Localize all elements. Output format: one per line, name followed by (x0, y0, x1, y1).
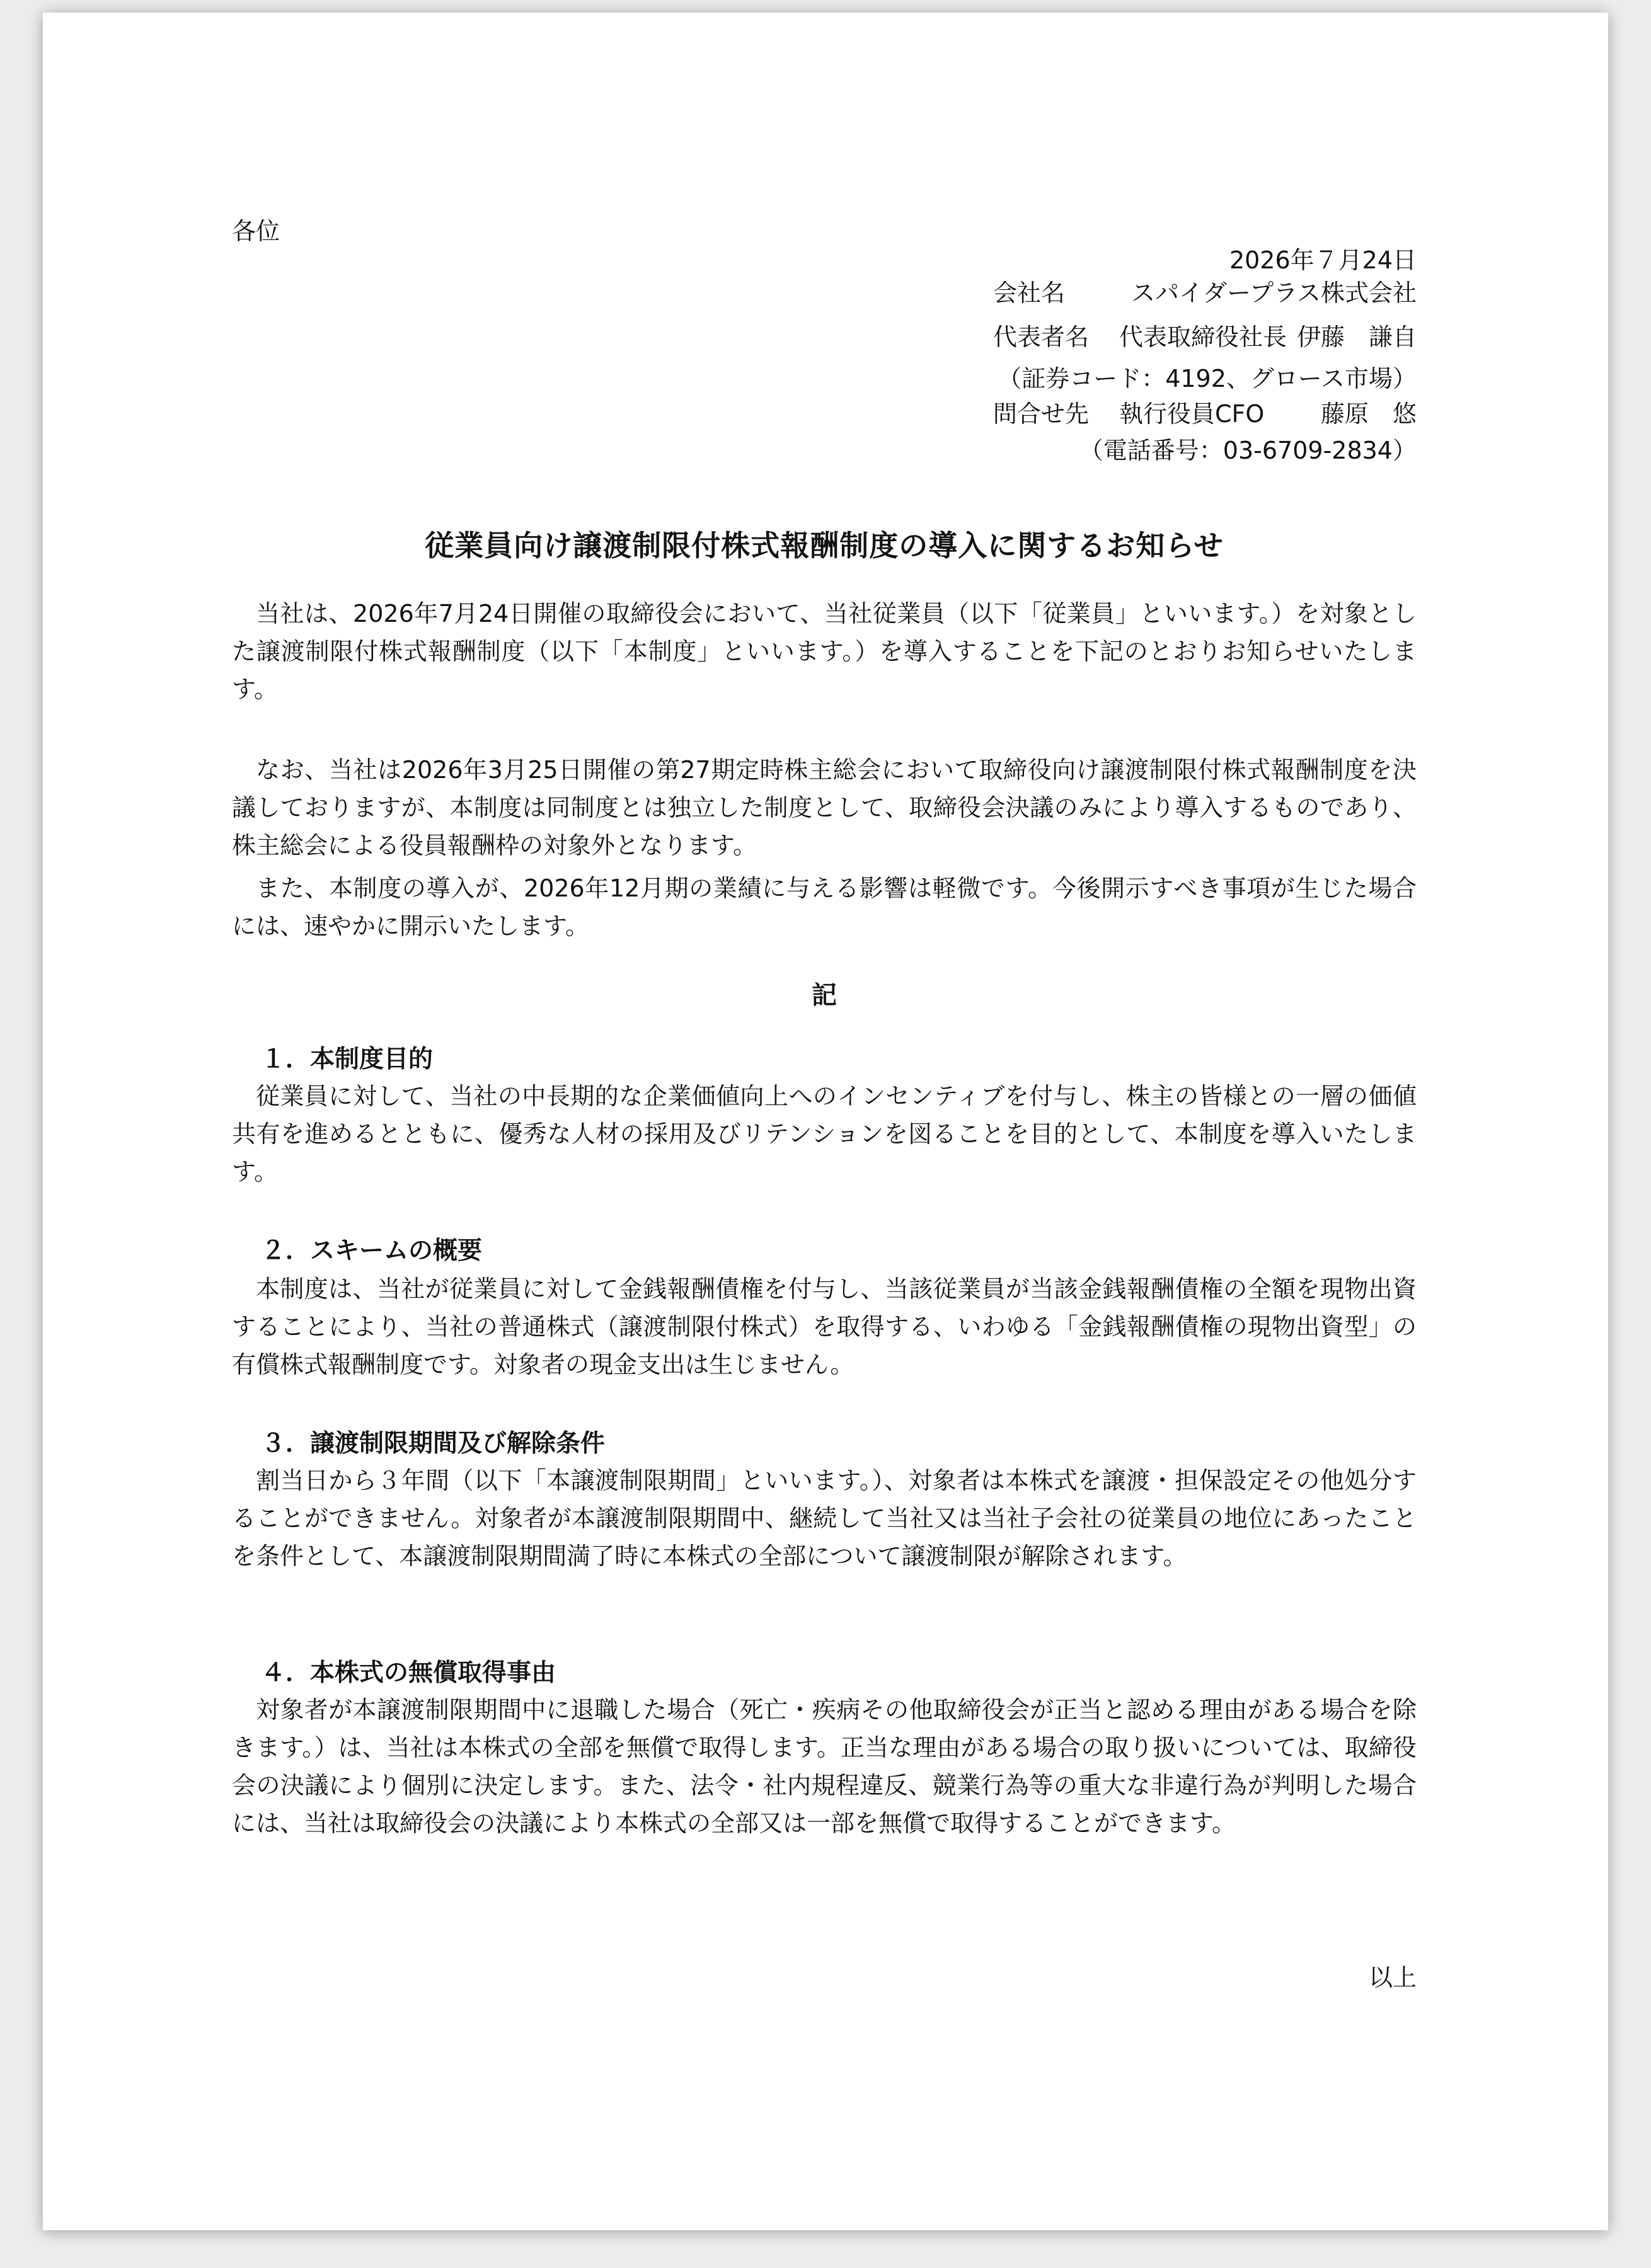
securities-code: （証券コード：4192、グロース市場） (998, 365, 1417, 392)
contact-name: 藤原 悠 (1320, 400, 1417, 428)
section-3-body: 割当日から３年間（以下「本譲渡制限期間」といいます。）、対象者は本株式を譲渡・担保設定その他処分することができません。対象者が本譲渡制限期間中、継続して当社又は当社子会社の従業員の地位にあったことを条件として、本譲渡制限期間満了時に本株式の全部について譲渡制限が解除されます。 (232, 1467, 1417, 1570)
intro-paragraph-1: 当社は、2026年7月24日開催の取締役会において、当社従業員（以下「従業員」といいます。）を対象とした譲渡制限付株式報酬制度（以下「本制度」といいます。）を導入することを下記のとおりお知らせいたします。 (232, 600, 1417, 703)
section-4-heading: ４．本株式の無償取得事由 (261, 1659, 556, 1687)
document-title: 従業員向け譲渡制限付株式報酬制度の導入に関するお知らせ (425, 529, 1224, 563)
representative-name: 伊藤 謙自 (1296, 323, 1417, 351)
company-name: スパイダープラス株式会社 (1131, 279, 1417, 307)
section-1-body: 従業員に対して、当社の中長期的な企業価値向上へのインセンティブを付与し、株主の皆様との一層の価値共有を進めるとともに、優秀な人材の採用及びリテンションを図ることを目的として、本制度を導入いたします。 (232, 1082, 1417, 1186)
closing-mark: 以上 (1368, 1964, 1417, 1991)
contact-label: 問合せ先 (993, 400, 1090, 428)
intro-paragraph-3: また、本制度の導入が、2026年12月期の業績に与える影響は軽微です。今後開示すべき事項が生じた場合には、速やかに開示いたします。 (232, 874, 1417, 940)
contact-row (993, 394, 1417, 430)
phone-number: （電話番号：03-6709-2834） (1079, 437, 1417, 464)
release-date: 2026年７月24日 (1229, 246, 1417, 274)
contact-role: 執行役員CFO (1119, 400, 1265, 428)
section-1-heading: １．本制度目的 (261, 1045, 434, 1074)
company-row (993, 273, 1417, 309)
section-2-body: 本制度は、当社が従業員に対して金銭報酬債権を付与し、当該従業員が当該金銭報酬債権の全額を現物出資することにより、当社の普通株式（譲渡制限付株式）を取得する、いわゆる「金銭報酬債権の現物出資型」の有償株式報酬制度です。対象者の現金支出は生じません。 (232, 1275, 1417, 1378)
section-4-body: 対象者が本譲渡制限期間中に退職した場合（死亡・疾病その他取締役会が正当と認める理由がある場合を除きます。）は、当社は本株式の全部を無償で取得します。正当な理由がある場合の取り扱いについては、取締役会の決議により個別に決定します。また、法令・社内規程違反、競業行為等の重大な非違行為が判明した場合には、当社は取締役会の決議により本株式の全部又は一部を無償で取得することができます。 (232, 1696, 1417, 1837)
representative-role: 代表取締役社長 (1119, 323, 1287, 351)
representative-label: 代表者名 (993, 323, 1090, 351)
representative-row (993, 318, 1417, 353)
addressee: 各位 (232, 217, 280, 245)
document-content (232, 13, 1417, 2230)
document-page (43, 13, 1608, 2230)
company-label: 会社名 (993, 279, 1066, 307)
intro-paragraph-2: なお、当社は2026年3月25日開催の第27期定時株主総会において取締役向け譲渡制限付株式報酬制度を決議しておりますが、本制度は同制度とは独立した制度として、取締役会決議のみにより導入するものであり、株主総会による役員報酬枠の対象外となります。 (232, 756, 1417, 859)
record-mark: 記 (812, 981, 837, 1010)
section-2-heading: ２．スキームの概要 (261, 1237, 483, 1265)
section-3-heading: ３．譲渡制限期間及び解除条件 (261, 1429, 606, 1458)
